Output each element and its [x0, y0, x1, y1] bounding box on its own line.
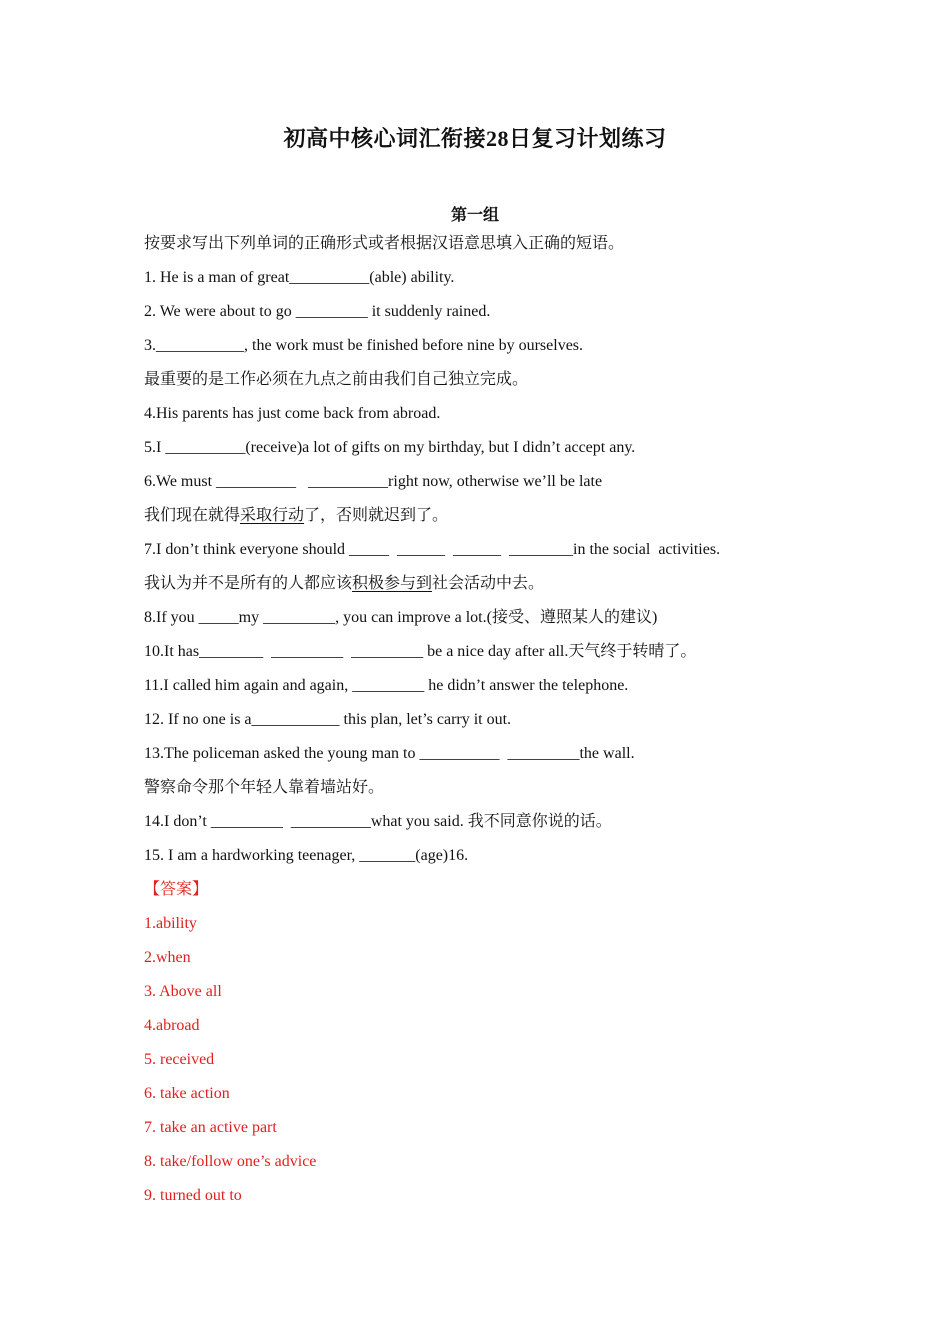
answer-item: 6. take action [144, 1085, 230, 1102]
question-1: 1. He is a man of great__________(able) ability. [144, 269, 455, 286]
page-title: 初高中核心词汇衔接28日复习计划练习 [283, 126, 667, 151]
translation-text: 社会活动中去。 [432, 575, 545, 592]
translation-text: 我认为并不是所有的人都应该 [144, 575, 353, 592]
question-15: 15. I am a hardworking teenager, _______(age)16. [144, 847, 469, 864]
answer-item: 1.ability [144, 915, 197, 932]
question-2: 2. We were about to go _________ it suddenly rained. [144, 303, 491, 320]
question-12: 12. If no one is a___________ this plan, let’s carry it out. [144, 711, 512, 728]
question-11: 11.I called him again and again, _________ he didn’t answer the telephone. [144, 677, 629, 694]
answer-item: 2.when [144, 949, 191, 966]
question-3: 3.___________, the work must be finished before nine by ourselves. [144, 337, 584, 354]
question-13-translation: 警察命令那个年轻人靠着墙站好。 [144, 779, 385, 796]
answer-item: 4.abroad [144, 1017, 200, 1034]
answer-item: 9. turned out to [144, 1187, 242, 1204]
question-7: 7.I don’t think everyone should _____ ______ ______ ________in the social activities. [144, 541, 721, 558]
question-6-translation [144, 504, 824, 538]
question-10: 10.It has________ _________ _________ be a nice day after all.天气终于转晴了。 [144, 643, 697, 660]
answer-header: 【答案】 [144, 881, 209, 898]
answer-item: 3. Above all [144, 983, 222, 1000]
question-4: 4.His parents has just come back from abroad. [144, 405, 441, 422]
question-5: 5.I __________(receive)a lot of gifts on my birthday, but I didn’t accept any. [144, 439, 636, 456]
translation-text: 了，否则就迟到了。 [304, 507, 449, 524]
answer-item: 7. take an active part [144, 1119, 277, 1136]
group-title: 第一组 [450, 207, 499, 224]
underlined-phrase: 采取行动 [240, 507, 305, 524]
question-7-translation [144, 572, 824, 606]
instruction: 按要求写出下列单词的正确形式或者根据汉语意思填入正确的短语。 [144, 235, 625, 252]
answer-item: 8. take/follow one’s advice [144, 1153, 317, 1170]
exercise-content [144, 232, 824, 1218]
question-14: 14.I don’t _________ __________what you said. 我不同意你说的话。 [144, 813, 612, 830]
underlined-phrase: 积极参与到 [352, 575, 433, 592]
question-6: 6.We must __________ __________right now, otherwise we’ll be late [144, 473, 603, 490]
translation-text: 我们现在就得 [144, 507, 241, 524]
answer-item: 5. received [144, 1051, 215, 1068]
question-13: 13.The policeman asked the young man to __________ _________the wall. [144, 745, 635, 762]
question-3-translation: 最重要的是工作必须在九点之前由我们自己独立完成。 [144, 371, 529, 388]
question-8: 8.If you _____my _________, you can improve a lot.(接受、遵照某人的建议) [144, 609, 658, 626]
